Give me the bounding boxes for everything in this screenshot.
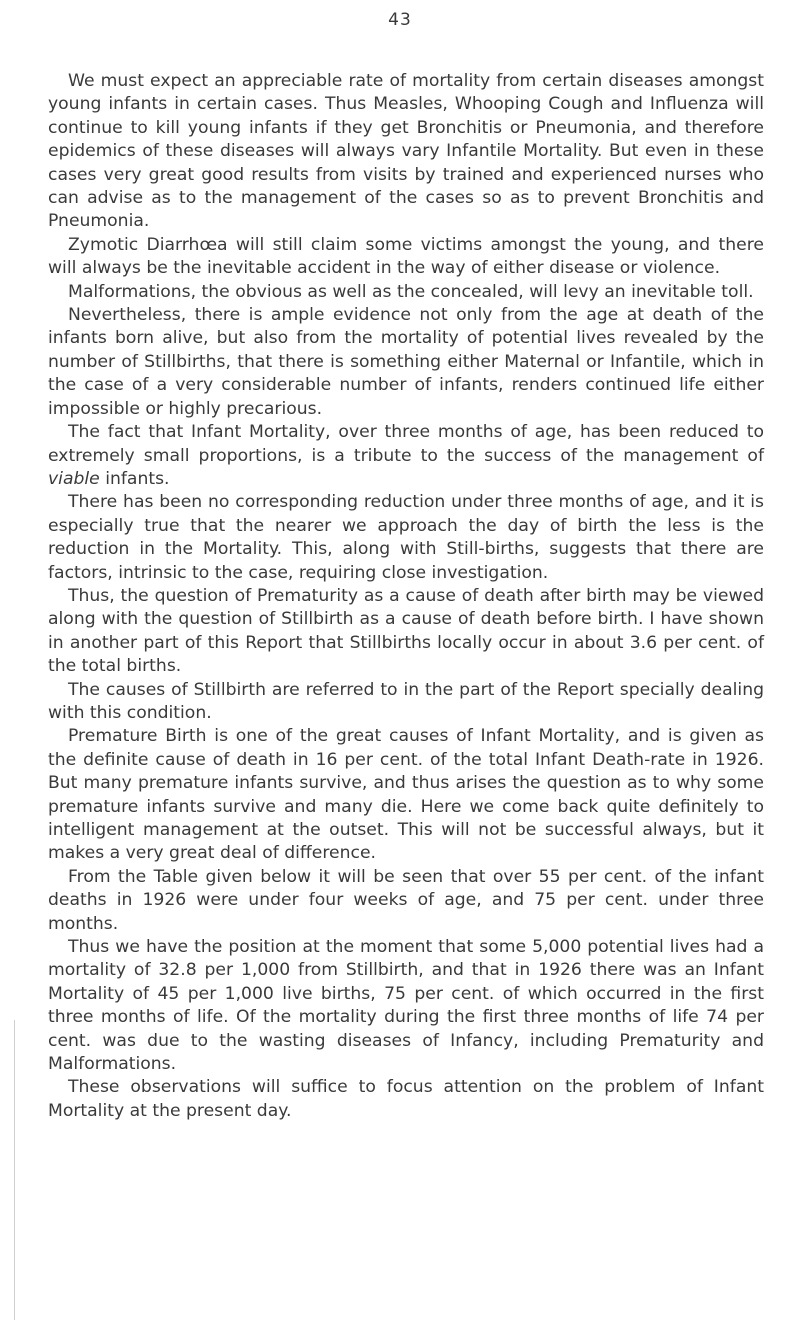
page-number: 43 — [388, 10, 412, 30]
paragraph-stillbirth-causes: The causes of Stillbirth are referred to in the part of the Report specially dealing with this condition. — [48, 679, 764, 723]
paragraph-no-reduction: There has been no corresponding reduction under three months of age, and it is especially true that the nearer we approach the day of birth the less is the reduction in the Mortality. This, along with Still-births, suggests that there are factors, intrinsic to the case, requiring close investigation. — [48, 492, 764, 583]
viable-text-after: infants. — [99, 468, 170, 489]
paragraph-malformations: Malformations, the obvious as well as the concealed, will levy an inevitable toll. — [68, 281, 754, 302]
scan-margin-line — [14, 1020, 15, 1320]
paragraph-viable-infants — [48, 421, 764, 491]
paragraph-premature-birth: Premature Birth is one of the great causes of Infant Mortality, and is given as the definite cause of death in 16 per cent. of the total Infant Death-rate in 1926. But many premature infants survive, and thus arises the question as to why some premature infants survive and many die. Here we come back quite definitely to intelligent management at the outset. This will not be successful always, but it makes a very great deal of difference. — [48, 726, 764, 864]
viable-text-before: The fact that Infant Mortality, over three months of age, has been reduced to extremely small proportions, is a tribute to the success of the management of — [48, 422, 764, 466]
viable-emphasis: viable — [48, 468, 100, 489]
paragraph-nevertheless: Nevertheless, there is ample evidence not only from the age at death of the infants born alive, but also from the mortality of potential lives revealed by the number of Stillbirths, that there is something either Maternal or Infantile, which in the case of a very considerable number of infants, renders continued life either impossible or highly precarious. — [48, 305, 764, 419]
paragraph-table-reference: From the Table given below it will be seen that over 55 per cent. of the infant deaths in 1926 were under four weeks of age, and 75 per cent. under three months. — [48, 866, 764, 934]
paragraph-position: Thus we have the position at the moment that some 5,000 potential lives had a mortality of 32.8 per 1,000 from Stillbirth, and that in 1926 there was an Infant Mortality of 45 per 1,000 live births, 75 per cent. of which occurred in the first three months of life. Of the mortality during the first three months of life 74 per cent. was due to the wasting diseases of Infancy, including Prematurity and Malformations. — [48, 937, 764, 1075]
body-text — [48, 70, 764, 1123]
paragraph-conclusion: These observations will suffice to focus attention on the problem of Infant Mortality at the present day. — [48, 1077, 764, 1121]
paragraph-measles: We must expect an appreciable rate of mortality from certain diseases amongst young infants in certain cases. Thus Measles, Whooping Cough and Influenza will continue to kill young infants if they get Bronchitis or Pneumonia, and therefore epidemics of these diseases will always vary Infantile Mortality. But even in these cases very great good results from visits by trained and experienced nurses who can advise as to the management of the cases so as to prevent Bronchitis and Pneumonia. — [48, 71, 764, 232]
paragraph-zymotic-diarrhoea: Zymotic Diarrhœa will still claim some victims amongst the young, and there will always be the inevitable accident in the way of either disease or violence. — [48, 234, 764, 279]
paragraph-prematurity: Thus, the question of Prematurity as a cause of death after birth may be viewed along with the question of Stillbirth as a cause of death before birth. I have shown in another part of this Report that Stillbirths locally occur in about 3.6 per cent. of the total births. — [48, 585, 764, 677]
